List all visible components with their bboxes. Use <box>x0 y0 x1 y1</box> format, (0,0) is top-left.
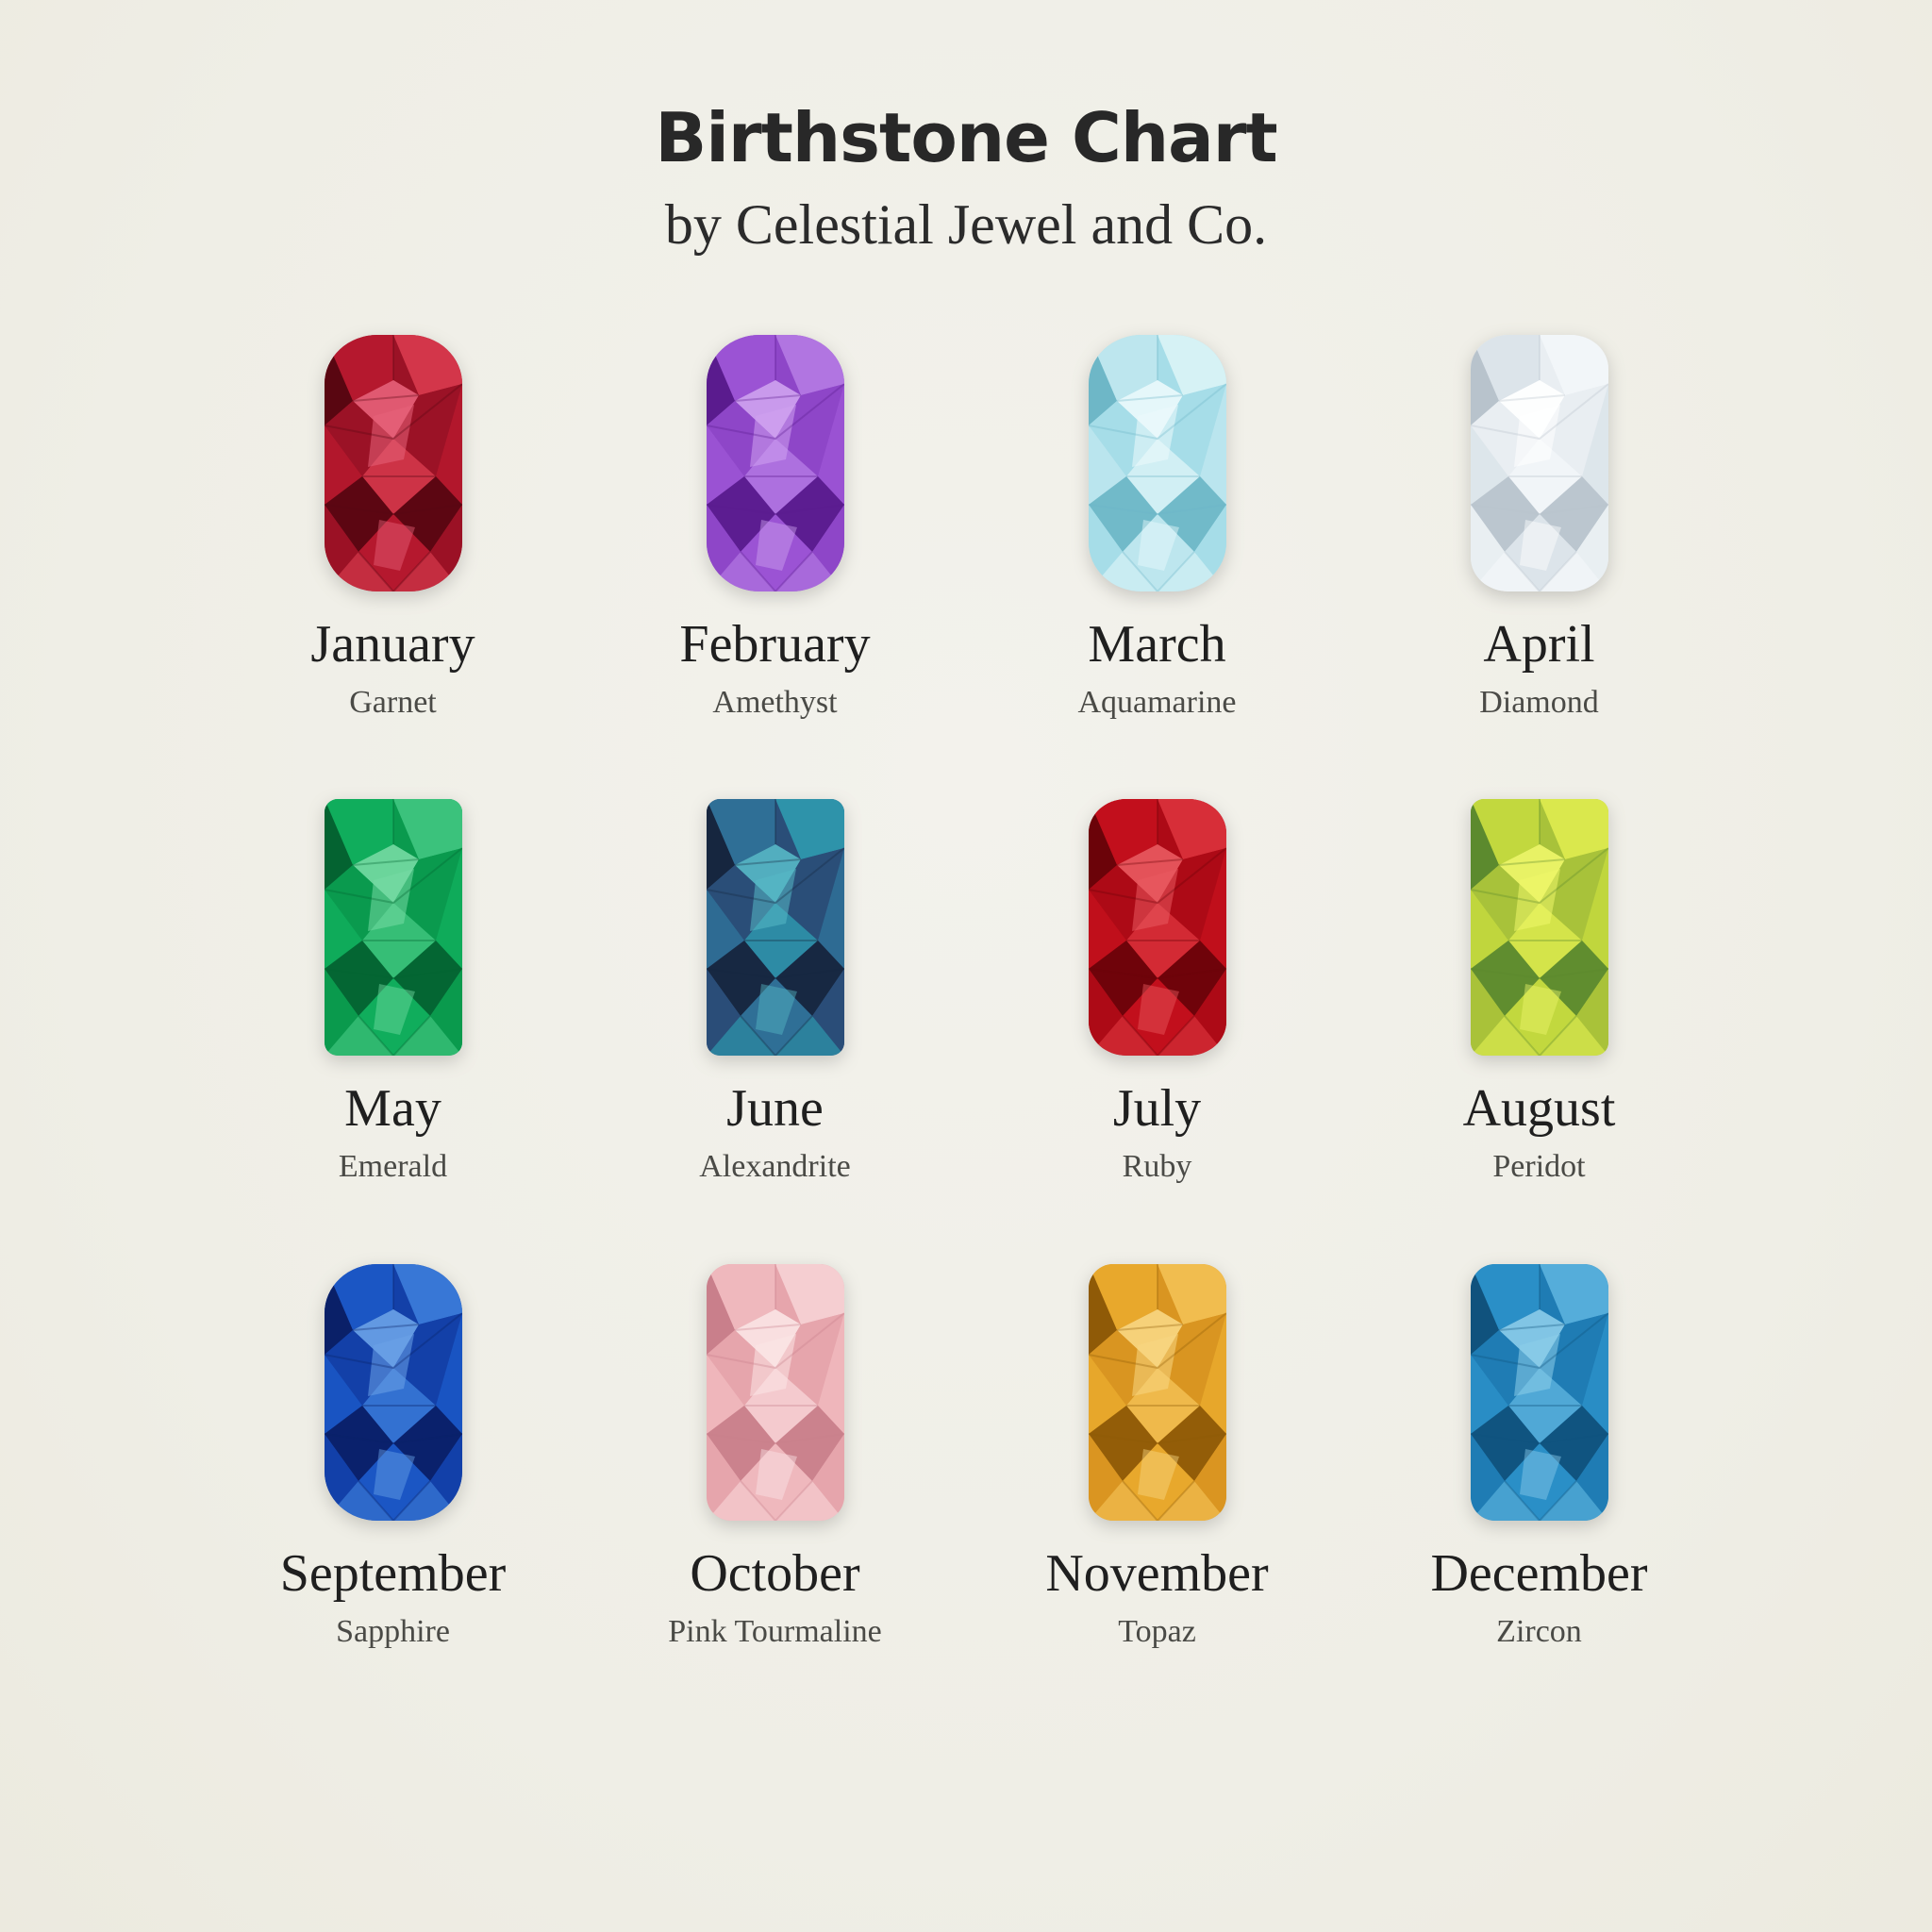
month-label: November <box>1045 1543 1269 1603</box>
emerald-gemstone-icon <box>325 799 462 1056</box>
gemstone-label: Ruby <box>1122 1149 1192 1185</box>
gemstone-image-wrap <box>318 326 469 600</box>
topaz-gemstone-icon <box>1089 1264 1226 1521</box>
gemstone-facets <box>707 799 844 1056</box>
gemstone-label: Garnet <box>349 684 437 720</box>
gemstone-facets <box>325 335 462 591</box>
garnet-gemstone-icon <box>325 335 462 591</box>
birthstone-cell <box>202 1256 584 1648</box>
month-label: December <box>1430 1543 1648 1603</box>
gemstone-label: Diamond <box>1479 684 1599 720</box>
zircon-gemstone-icon <box>1471 1264 1608 1521</box>
sapphire-gemstone-icon <box>325 1264 462 1521</box>
birthstone-cell <box>584 1256 966 1648</box>
birthstone-cell <box>202 791 584 1183</box>
page-title: Birthstone Chart <box>655 98 1277 177</box>
gemstone-facets <box>325 1264 462 1521</box>
ruby-gemstone-icon <box>1089 799 1226 1056</box>
gemstone-label: Emerald <box>338 1149 448 1185</box>
gemstone-image-wrap <box>1464 791 1615 1064</box>
gemstone-image-wrap <box>700 326 851 600</box>
gemstone-facets <box>707 335 844 591</box>
gemstone-facets <box>707 1264 844 1521</box>
gemstone-image-wrap <box>318 1256 469 1529</box>
birthstone-cell <box>584 326 966 719</box>
gemstone-label: Aquamarine <box>1077 684 1237 720</box>
gemstone-image-wrap <box>318 791 469 1064</box>
gemstone-label: Topaz <box>1118 1613 1196 1649</box>
gemstone-image-wrap <box>1082 326 1233 600</box>
gemstone-label: Pink Tourmaline <box>668 1613 882 1649</box>
month-label: May <box>344 1079 441 1139</box>
gemstone-facets <box>1089 799 1226 1056</box>
gemstone-label: Sapphire <box>336 1613 450 1649</box>
birthstone-cell <box>584 791 966 1183</box>
gemstone-label: Zircon <box>1496 1613 1582 1649</box>
gemstone-label: Alexandrite <box>699 1149 851 1185</box>
birthstone-cell <box>1348 791 1730 1183</box>
birthstone-cell <box>966 326 1348 719</box>
gemstone-image-wrap <box>700 1256 851 1529</box>
birthstone-grid <box>202 326 1730 1648</box>
birthstone-cell <box>1348 1256 1730 1648</box>
birthstone-cell <box>966 1256 1348 1648</box>
gemstone-facets <box>1471 799 1608 1056</box>
page-subtitle: by Celestial Jewel and Co. <box>664 193 1268 256</box>
gemstone-image-wrap <box>1082 1256 1233 1529</box>
gemstone-image-wrap <box>1082 791 1233 1064</box>
gemstone-facets <box>1089 1264 1226 1521</box>
month-label: January <box>310 615 475 674</box>
gemstone-facets <box>325 799 462 1056</box>
chart-header <box>0 0 1932 256</box>
gemstone-image-wrap <box>1464 326 1615 600</box>
gemstone-label: Peridot <box>1492 1149 1586 1185</box>
pink-tourmaline-gemstone-icon <box>707 1264 844 1521</box>
month-label: April <box>1483 615 1595 674</box>
diamond-gemstone-icon <box>1471 335 1608 591</box>
month-label: March <box>1088 615 1226 674</box>
month-label: September <box>279 1543 507 1603</box>
month-label: July <box>1112 1079 1202 1139</box>
birthstone-cell <box>966 791 1348 1183</box>
alexandrite-gemstone-icon <box>707 799 844 1056</box>
birthstone-cell <box>202 326 584 719</box>
month-label: February <box>679 615 871 674</box>
gemstone-facets <box>1471 335 1608 591</box>
gemstone-image-wrap <box>1464 1256 1615 1529</box>
gemstone-facets <box>1089 335 1226 591</box>
month-label: October <box>690 1543 860 1603</box>
amethyst-gemstone-icon <box>707 335 844 591</box>
peridot-gemstone-icon <box>1471 799 1608 1056</box>
month-label: August <box>1462 1079 1616 1139</box>
aquamarine-gemstone-icon <box>1089 335 1226 591</box>
gemstone-facets <box>1471 1264 1608 1521</box>
gemstone-label: Amethyst <box>712 684 838 720</box>
birthstone-cell <box>1348 326 1730 719</box>
month-label: June <box>726 1079 824 1139</box>
gemstone-image-wrap <box>700 791 851 1064</box>
